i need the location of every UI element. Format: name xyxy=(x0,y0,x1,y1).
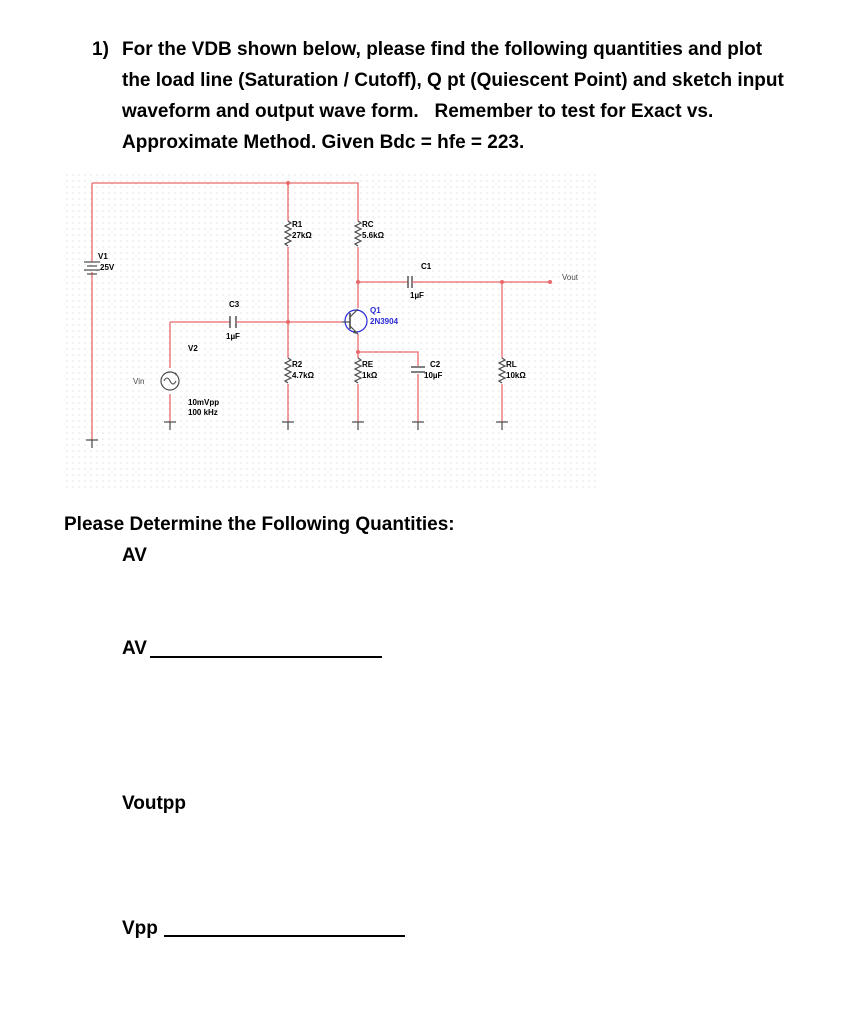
av-answer-label: AV xyxy=(122,638,147,659)
r1-value: 27kΩ xyxy=(292,231,312,240)
c1-value: 1µF xyxy=(410,291,424,300)
v2-name: V2 xyxy=(188,344,198,353)
c2-name: C2 xyxy=(430,360,441,369)
v2-amplitude: 10mVpp xyxy=(188,398,220,407)
c1-name: C1 xyxy=(421,262,432,271)
av-answer-field[interactable] xyxy=(150,656,382,658)
rc-value: 5.6kΩ xyxy=(362,231,384,240)
rl-name: RL xyxy=(506,360,517,369)
v2-frequency: 100 kHz xyxy=(188,408,218,417)
r1-name: R1 xyxy=(292,220,303,229)
section-heading: Please Determine the Following Quantities: xyxy=(64,514,455,535)
question-line-4: Approximate Method. Given Bdc = hfe = 223. xyxy=(122,132,525,153)
r2-name: R2 xyxy=(292,360,303,369)
question-line-3: waveform and output wave form. Remember to test for Exact vs. xyxy=(122,101,714,122)
re-name: RE xyxy=(362,360,374,369)
rl-value: 10kΩ xyxy=(506,371,526,380)
re-value: 1kΩ xyxy=(362,371,378,380)
v1-name: V1 xyxy=(98,252,108,261)
circuit-schematic xyxy=(63,170,597,490)
r2-value: 4.7kΩ xyxy=(292,371,314,380)
av-title: AV xyxy=(122,545,147,566)
q1-name: Q1 xyxy=(370,306,381,315)
vin-label: Vin xyxy=(133,377,145,386)
vpp-label: Vpp xyxy=(122,918,158,939)
svg-text:+: + xyxy=(174,372,178,378)
question-line-2: the load line (Saturation / Cutoff), Q pt (Quiescent Point) and sketch input xyxy=(122,70,784,91)
q1-part: 2N3904 xyxy=(370,317,399,326)
vpp-answer-field[interactable] xyxy=(164,935,405,937)
question-line-1: For the VDB shown below, please find the following quantities and plot xyxy=(122,39,763,60)
vout-label: Vout xyxy=(562,273,579,282)
c2-value: 10µF xyxy=(424,371,443,380)
rc-name: RC xyxy=(362,220,374,229)
question-text xyxy=(122,34,832,158)
c3-name: C3 xyxy=(229,300,240,309)
c3-value: 1µF xyxy=(226,332,240,341)
voutpp-label: Voutpp xyxy=(122,793,187,814)
v1-value: 25V xyxy=(100,263,115,272)
question-number: 1) xyxy=(92,39,109,60)
grid-background xyxy=(63,170,597,490)
